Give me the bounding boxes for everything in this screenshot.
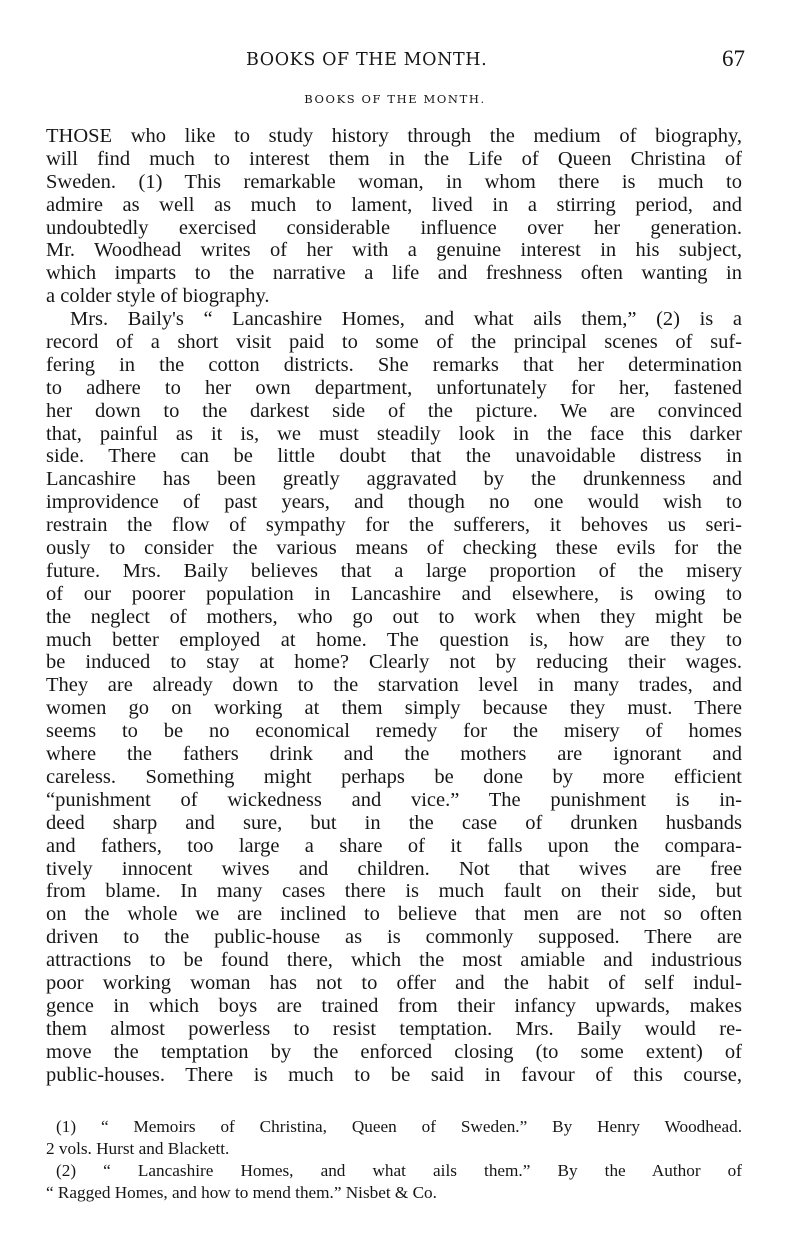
text-line: tively innocent wives and children. Not that wives are free (46, 857, 742, 880)
running-title: BOOKS OF THE MONTH. (246, 50, 488, 70)
text-line: improvidence of past years, and though no one would wish to (46, 491, 742, 514)
text-line: on the whole we are inclined to believe that men are not so often (46, 903, 742, 926)
text-line: a colder style of biography. (46, 285, 270, 308)
text-line: which imparts to the narrative a life and freshness often wanting in (46, 262, 742, 285)
text-line: driven to the public-house as is commonly supposed. There are (46, 926, 742, 949)
text-line: gence in which boys are trained from their infancy upwards, makes (46, 994, 742, 1017)
footnotes (46, 1116, 742, 1204)
text-line: admire as well as much to lament, lived in a stirring period, and (46, 193, 742, 216)
text-line: attractions to be found there, which the most amiable and industrious (46, 949, 742, 972)
text-line: move the temptation by the enforced closing (to some extent) of (46, 1040, 742, 1063)
text-line: THOSE who like to study history through the medium of biography, (46, 125, 742, 147)
text-line: ously to consider the various means of checking these evils for the (46, 537, 742, 560)
text-line: side. There can be little doubt that the unavoidable distress in (46, 445, 742, 468)
text-line: her down to the darkest side of the picture. We are convinced (46, 399, 742, 422)
text-line: restrain the flow of sympathy for the sufferers, it behoves us seri- (46, 514, 742, 537)
text-line: “punishment of wickedness and vice.” The punishment is in- (46, 788, 742, 811)
text-line: Mr. Woodhead writes of her with a genuine interest in his subject, (46, 239, 742, 262)
text-line: be induced to stay at home? Clearly not by reducing their wages. (46, 651, 742, 674)
text-line: the neglect of mothers, who go out to work when they might be (46, 605, 742, 628)
footnote-line: (1) “ Memoirs of Christina, Queen of Sweden.” By Henry Woodhead. (56, 1117, 742, 1136)
text-line: much better employed at home. The question is, how are they to (46, 628, 742, 651)
footnote-line: 2 vols. Hurst and Blackett. (46, 1139, 230, 1158)
text-line: fering in the cotton districts. She remarks that her determination (46, 353, 742, 376)
text-line: seems to be no economical remedy for the misery of homes (46, 720, 742, 743)
body-text (46, 125, 742, 1086)
text-line: record of a short visit paid to some of the principal scenes of suf- (46, 331, 742, 354)
text-line: Sweden. (1) This remarkable woman, in whom there is much to (46, 170, 742, 193)
text-line: and fathers, too large a share of it falls upon the compara- (46, 834, 742, 857)
text-line: from blame. In many cases there is much fault on their side, but (46, 880, 742, 903)
footnote-line: (2) “ Lancashire Homes, and what ails them.” By the Author of (56, 1161, 742, 1180)
text-line: them almost powerless to resist temptation. Mrs. Baily would re- (46, 1017, 742, 1040)
text-line: women go on working at them simply because they must. There (46, 697, 742, 720)
page-number: 67 (722, 46, 745, 71)
text-line: will find much to interest them in the Life of Queen Christina of (46, 147, 742, 170)
text-line: poor working woman has not to offer and the habit of self indul- (46, 971, 742, 994)
text-line: Mrs. Baily's “ Lancashire Homes, and what ails them,” (2) is a (70, 308, 742, 331)
text-line: public-houses. There is much to be said in favour of this course, (46, 1063, 742, 1086)
text-line: to adhere to her own department, unfortunately for her, fastened (46, 376, 742, 399)
text-line: of our poorer population in Lancashire and elsewhere, is owing to (46, 582, 742, 605)
text-line: deed sharp and sure, but in the case of drunken husbands (46, 811, 742, 834)
text-line: undoubtedly exercised considerable influence over her generation. (46, 216, 742, 239)
text-line: They are already down to the starvation level in many trades, and (46, 674, 742, 697)
footnote-line: “ Ragged Homes, and how to mend them.” Nisbet & Co. (46, 1183, 437, 1202)
text-line: careless. Something might perhaps be done by more efficient (46, 765, 742, 788)
text-line: Lancashire has been greatly aggravated by the drunkenness and (46, 468, 742, 491)
text-line: future. Mrs. Baily believes that a large proportion of the misery (46, 559, 742, 582)
running-head (0, 46, 790, 80)
section-heading: BOOKS OF THE MONTH. (304, 92, 486, 106)
text-line: where the fathers drink and the mothers are ignorant and (46, 743, 742, 766)
text-line: that, painful as it is, we must steadily look in the face this darker (46, 422, 742, 445)
